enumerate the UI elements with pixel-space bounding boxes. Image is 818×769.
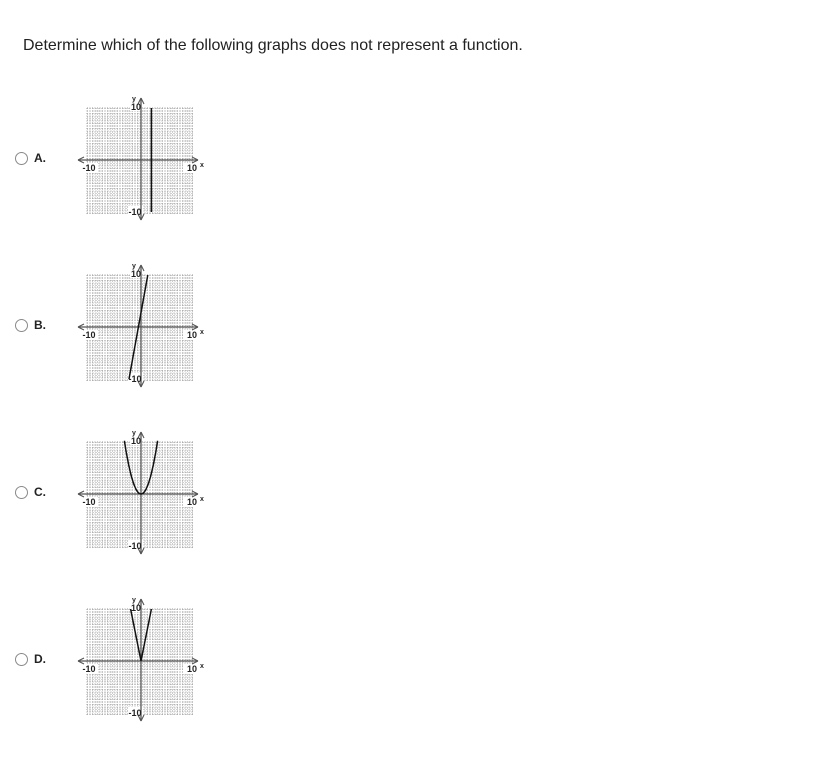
grid [87, 442, 193, 548]
y-max-label: 10 [130, 603, 142, 613]
y-min-label: -10 [128, 541, 142, 551]
x-max-label: 10 [186, 664, 198, 674]
y-min-label: -10 [128, 374, 142, 384]
option-a-letter: A. [34, 151, 46, 165]
x-axis-label: x [200, 162, 204, 169]
x-min-label: -10 [82, 163, 96, 173]
x-axis-label: x [200, 663, 204, 670]
graph-b [61, 263, 204, 388]
y-axis-label: y [132, 263, 136, 270]
option-b-radio[interactable] [15, 319, 28, 332]
x-min-label: -10 [82, 330, 96, 340]
x-min-label: -10 [82, 497, 96, 507]
y-min-label: -10 [128, 207, 142, 217]
grid [87, 275, 193, 381]
option-a-radio[interactable] [15, 152, 28, 165]
option-a[interactable] [15, 96, 205, 221]
y-axis-label: y [132, 430, 136, 437]
graph-d [61, 597, 204, 722]
graph-c [61, 430, 204, 555]
y-min-label: -10 [128, 708, 142, 718]
graph-a [61, 96, 204, 221]
y-max-label: 10 [130, 269, 142, 279]
x-max-label: 10 [186, 330, 198, 340]
x-max-label: 10 [186, 163, 198, 173]
y-axis-label: y [132, 96, 136, 103]
y-max-label: 10 [130, 102, 142, 112]
grid [87, 609, 193, 715]
grid [87, 108, 193, 214]
x-axis-label: x [200, 329, 204, 336]
option-d[interactable] [15, 597, 205, 722]
x-axis-label: x [200, 496, 204, 503]
question-text: Determine which of the following graphs does not represent a function. [23, 37, 523, 54]
option-b-letter: B. [34, 318, 46, 332]
option-c-letter: C. [34, 485, 46, 499]
option-b[interactable] [15, 263, 205, 388]
option-d-radio[interactable] [15, 653, 28, 666]
x-min-label: -10 [82, 664, 96, 674]
option-d-letter: D. [34, 652, 46, 666]
option-c-radio[interactable] [15, 486, 28, 499]
y-max-label: 10 [130, 436, 142, 446]
x-max-label: 10 [186, 497, 198, 507]
option-c[interactable] [15, 430, 205, 555]
y-axis-label: y [132, 597, 136, 604]
